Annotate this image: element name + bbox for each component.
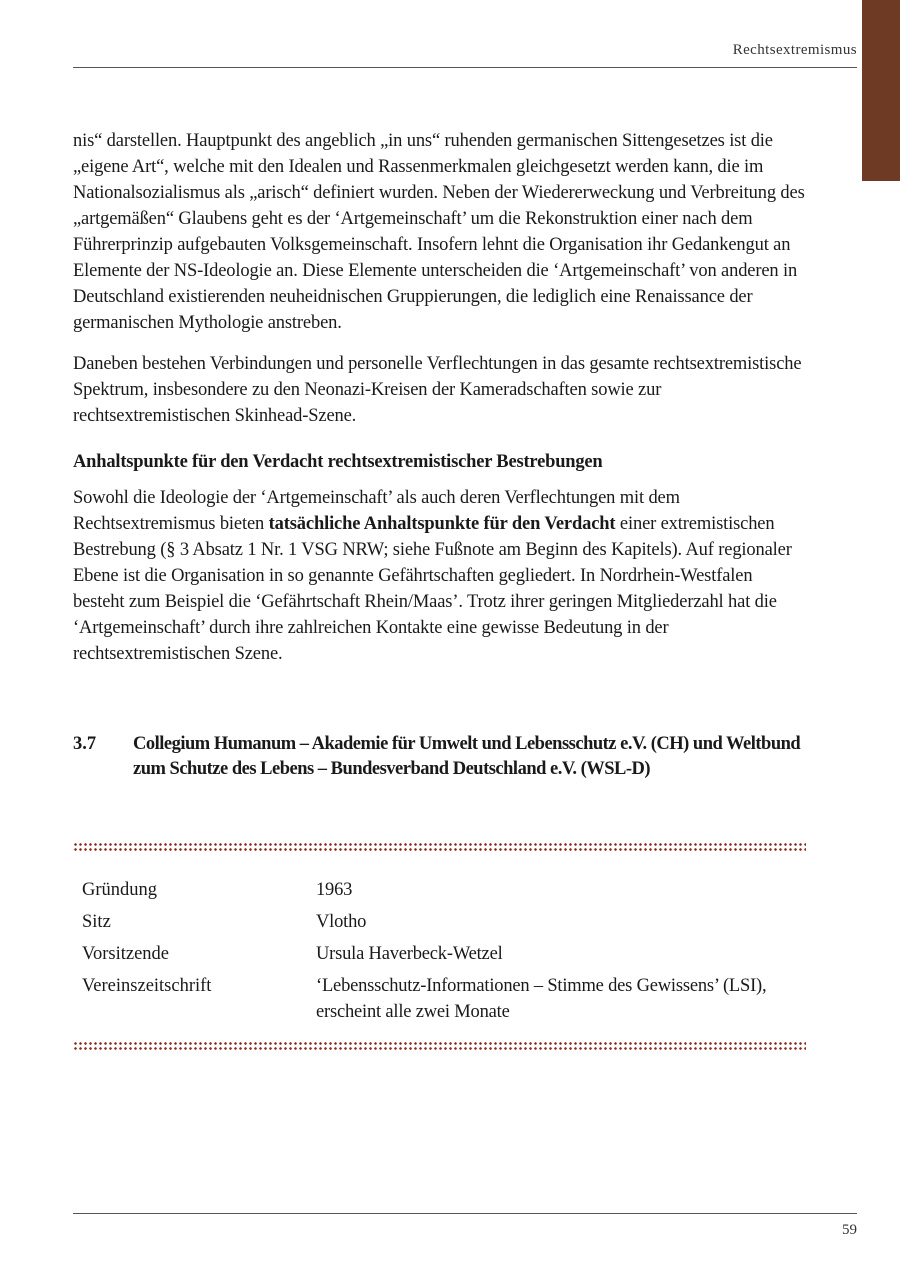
- fact-row: [82, 877, 802, 903]
- fact-key: Vorsitzende: [82, 944, 169, 964]
- body-text: [73, 128, 808, 667]
- fact-key: Sitz: [82, 912, 111, 932]
- paragraph-3-part-b: einer extremistischen Bestrebung (§ 3 Absatz 1 Nr. 1 VSG NRW; siehe Fußnote am Beginn des Kapitels). Auf regionaler Ebene ist die Organisation in so genannte Gefährtschaften gegliedert. In Nordrhein-Westfalen besteht zum Beispiel die ‘Gefährtschaft Rhein/Maas’. Trotz ihrer geringen Mitgliederzahl hat die ‘Artgemeinschaft’ durch ihre zahlreichen Kontakte eine gewisse Bedeutung in der rechtsextremistischen Szene.: [73, 514, 792, 664]
- section-heading: [73, 732, 808, 782]
- section-title: Collegium Humanum – Akademie für Umwelt und Lebensschutz e.V. (CH) und Weltbund zum Schutze des Lebens – Bundesverband Deutschland e.V. (WSL-D): [133, 734, 801, 779]
- footer-rule: [73, 1213, 857, 1214]
- paragraph-3: [73, 485, 808, 667]
- fact-value: Ursula Haverbeck-Wetzel: [316, 944, 503, 964]
- subheading: Anhaltspunkte für den Verdacht rechtsextremistischer Bestrebungen: [73, 452, 603, 472]
- paragraph-2: Daneben bestehen Verbindungen und personelle Verflechtungen in das gesamte rechtsextremistische Spektrum, insbesondere zu den Neonazi-Kreisen der Kameradschaften sowie zur rechtsextremistischen Skinhead-Szene.: [73, 354, 802, 426]
- fact-value: ‘Lebensschutz-Informationen – Stimme des Gewissens’ (LSI), erscheint alle zwei Monate: [316, 976, 767, 1022]
- paragraph-3-part-a: Sowohl die Ideologie der ‘Artgemeinschaft’ als auch deren Verflechtungen mit dem Rechtsextremismus bieten: [73, 488, 680, 534]
- paragraph-1: nis“ darstellen. Hauptpunkt des angeblich „in uns“ ruhenden germanischen Sittengesetzes ist die „eigene Art“, welche mit den Idealen und Rassenmerkmalen gleichgesetzt werden kann, die im Nationalsozialismus als „arisch“ definiert wurden. Neben der Wiedererweckung und Verbreitung des „artgemäßen“ Glaubens geht es der ‘Artgemeinschaft’ um die Rekonstruktion einer nach dem Führerprinzip aufgebauten Volksgemeinschaft. Insofern lehnt die Organisation ihr Gedankengut an Elemente der NS-Ideologie an. Diese Elemente unterscheiden die ‘Artgemeinschaft’ von anderen in Deutschland existierenden neuheidnischen Gruppierungen, die lediglich eine Renaissance der germanischen Mythologie anstreben.: [73, 131, 805, 333]
- page-number: 59: [842, 1222, 857, 1238]
- fact-value: Vlotho: [316, 912, 367, 932]
- paragraph-3-bold: tatsächliche Anhaltspunkte für den Verdacht: [268, 514, 616, 534]
- fact-row: [82, 973, 802, 1025]
- fact-key: Gründung: [82, 880, 158, 900]
- fact-row: [82, 909, 802, 935]
- running-header: Rechtsextremismus: [732, 42, 857, 58]
- fact-key: Vereinszeitschrift: [82, 976, 212, 996]
- chapter-tab: [862, 0, 900, 181]
- fact-box: [82, 877, 802, 1031]
- section-number: 3.7: [73, 734, 97, 754]
- dotted-rule-top: [73, 842, 806, 852]
- header-rule: [73, 67, 857, 68]
- dotted-rule-bottom: [73, 1041, 806, 1051]
- fact-row: [82, 941, 802, 967]
- fact-value: 1963: [316, 880, 353, 900]
